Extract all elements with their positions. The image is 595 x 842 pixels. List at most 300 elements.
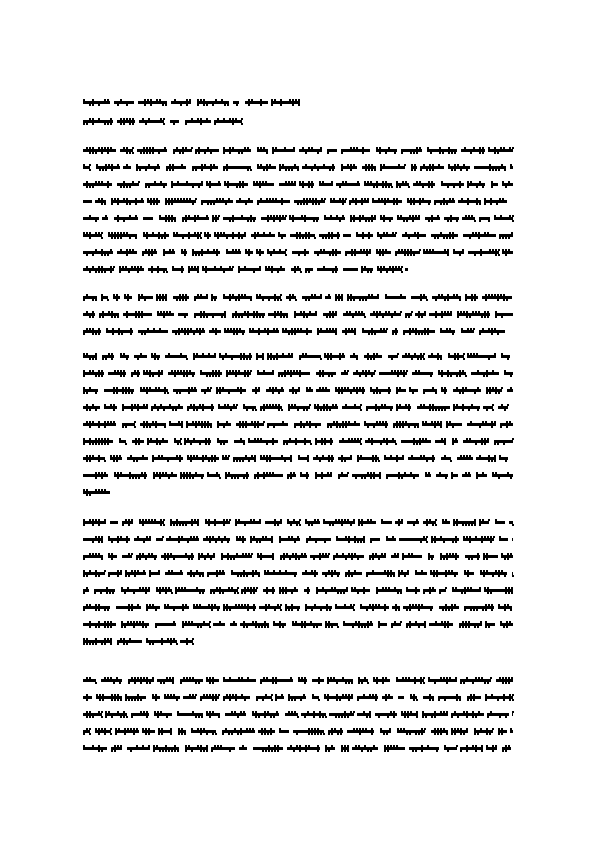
text-block <box>256 696 272 699</box>
text-block <box>260 457 292 460</box>
text-block <box>476 457 496 460</box>
text-pixel <box>104 421 106 423</box>
text-pixel <box>208 438 210 440</box>
text-pixel <box>231 570 233 572</box>
text-pixel <box>120 353 122 355</box>
text-pixel <box>441 316 443 318</box>
text-block <box>183 696 196 699</box>
text-pixel <box>456 694 458 696</box>
text-pixel <box>86 716 88 718</box>
text-pixel <box>168 220 170 222</box>
text-pixel <box>143 421 145 423</box>
text-block <box>510 730 513 733</box>
text-pixel <box>257 472 259 474</box>
text-pixel <box>306 472 308 474</box>
text-pixel <box>362 152 364 154</box>
text-pixel <box>410 254 412 256</box>
text-pixel <box>201 426 203 428</box>
text-pixel <box>126 104 128 106</box>
text-pixel <box>229 750 231 752</box>
text-pixel <box>379 477 381 479</box>
text-pixel <box>451 604 453 606</box>
text-pixel <box>257 426 259 428</box>
text-block <box>108 538 130 541</box>
text-pixel <box>229 370 231 372</box>
text-pixel <box>95 392 97 394</box>
text-pixel <box>437 358 439 360</box>
text-pixel <box>123 232 125 234</box>
text-pixel <box>435 409 437 411</box>
text-pixel <box>225 455 227 457</box>
text-block <box>312 679 324 682</box>
text-pixel <box>217 426 219 428</box>
text-pixel <box>168 477 170 479</box>
text-block <box>366 572 395 575</box>
text-pixel <box>134 421 136 423</box>
text-pixel <box>313 626 315 628</box>
text-block <box>230 623 237 626</box>
text-pixel <box>462 249 464 251</box>
text-pixel <box>176 524 178 526</box>
text-pixel <box>509 621 511 623</box>
text-pixel <box>186 477 188 479</box>
text-pixel <box>86 494 88 496</box>
text-pixel <box>89 438 91 440</box>
text-block <box>397 730 425 733</box>
text-pixel <box>217 609 219 611</box>
text-pixel <box>230 558 232 560</box>
text-pixel <box>199 404 201 406</box>
text-block <box>263 589 275 592</box>
text-pixel <box>341 164 343 166</box>
text-pixel <box>211 455 213 457</box>
text-pixel <box>352 626 354 628</box>
text-pixel <box>252 711 254 713</box>
text-pixel <box>272 198 274 200</box>
text-pixel <box>303 316 305 318</box>
text-pixel <box>322 387 324 389</box>
text-pixel <box>164 604 166 606</box>
text-pixel <box>247 316 249 318</box>
text-pixel <box>462 626 464 628</box>
text-pixel <box>192 375 194 377</box>
text-pixel <box>301 677 303 679</box>
text-pixel <box>139 558 141 560</box>
text-block <box>83 713 102 716</box>
text-pixel <box>86 728 88 730</box>
text-pixel <box>193 353 195 355</box>
text-pixel <box>224 536 226 538</box>
text-block <box>294 423 321 426</box>
text-pixel <box>120 186 122 188</box>
text-pixel <box>83 333 85 335</box>
text-pixel <box>459 254 461 256</box>
text-pixel <box>320 409 322 411</box>
text-pixel <box>361 311 363 313</box>
text-pixel <box>181 271 183 273</box>
text-pixel <box>374 370 376 372</box>
text-pixel <box>508 587 510 589</box>
text-pixel <box>148 519 150 521</box>
text-pixel <box>459 181 461 183</box>
text-pixel <box>486 387 488 389</box>
text-pixel <box>149 387 151 389</box>
text-pixel <box>238 316 240 318</box>
text-block <box>298 457 309 460</box>
text-pixel <box>250 215 252 217</box>
text-pixel <box>370 621 372 623</box>
text-pixel <box>472 682 474 684</box>
text-pixel <box>494 147 496 149</box>
text-pixel <box>329 609 331 611</box>
text-pixel <box>299 375 301 377</box>
text-pixel <box>209 375 211 377</box>
text-block <box>403 606 433 609</box>
text-block <box>423 389 437 392</box>
text-pixel <box>114 472 116 474</box>
text-pixel <box>380 169 382 171</box>
text-block <box>187 572 204 575</box>
text-block <box>121 589 150 592</box>
text-pixel <box>467 181 469 183</box>
text-pixel <box>338 392 340 394</box>
paragraph-1-line-1 <box>83 147 514 154</box>
text-block <box>278 234 286 237</box>
text-pixel <box>190 570 192 572</box>
text-pixel <box>288 333 290 335</box>
text-pixel <box>503 147 505 149</box>
text-pixel <box>375 604 377 606</box>
text-pixel <box>113 409 115 411</box>
text-pixel <box>344 387 346 389</box>
text-pixel <box>492 409 494 411</box>
text-pixel <box>319 375 321 377</box>
text-pixel <box>142 621 144 623</box>
text-pixel <box>273 328 275 330</box>
text-pixel <box>335 716 337 718</box>
text-pixel <box>229 694 231 696</box>
text-pixel <box>98 370 100 372</box>
text-pixel <box>348 536 350 538</box>
text-pixel <box>169 421 171 423</box>
text-pixel <box>136 558 138 560</box>
text-pixel <box>160 118 162 120</box>
text-block <box>336 183 360 186</box>
text-block <box>192 251 220 254</box>
text-pixel <box>395 232 397 234</box>
text-pixel <box>266 472 268 474</box>
text-pixel <box>313 711 315 713</box>
text-pixel <box>83 558 85 560</box>
text-pixel <box>470 587 472 589</box>
text-block <box>465 296 478 299</box>
text-pixel <box>492 169 494 171</box>
text-pixel <box>456 220 458 222</box>
text-pixel <box>282 626 284 628</box>
text-pixel <box>171 215 173 217</box>
text-pixel <box>114 232 116 234</box>
text-pixel <box>440 328 442 330</box>
text-block <box>298 679 307 682</box>
text-block <box>278 372 310 375</box>
text-pixel <box>151 249 153 251</box>
text-pixel <box>254 232 256 234</box>
text-pixel <box>298 677 300 679</box>
text-pixel <box>420 353 422 355</box>
text-pixel <box>350 299 352 301</box>
text-pixel <box>227 328 229 330</box>
text-pixel <box>272 553 274 555</box>
text-pixel <box>485 621 487 623</box>
text-pixel <box>465 299 467 301</box>
text-pixel <box>178 587 180 589</box>
text-pixel <box>444 409 446 411</box>
text-pixel <box>266 587 268 589</box>
text-pixel <box>168 203 170 205</box>
text-pixel <box>496 203 498 205</box>
text-pixel <box>200 733 202 735</box>
text-pixel <box>371 294 373 296</box>
text-pixel <box>381 519 383 521</box>
text-pixel <box>212 682 214 684</box>
text-pixel <box>201 716 203 718</box>
text-pixel <box>394 553 396 555</box>
text-pixel <box>234 477 236 479</box>
text-pixel <box>412 604 414 606</box>
text-pixel <box>89 455 91 457</box>
text-pixel <box>101 232 103 234</box>
text-pixel <box>449 237 451 239</box>
text-pixel <box>294 181 296 183</box>
text-pixel <box>111 358 113 360</box>
text-pixel <box>243 353 245 355</box>
text-pixel <box>271 99 273 101</box>
text-pixel <box>89 271 91 273</box>
text-pixel <box>407 570 409 572</box>
text-pixel <box>430 375 432 377</box>
text-pixel <box>353 728 355 730</box>
text-pixel <box>441 311 443 313</box>
text-pixel <box>209 536 211 538</box>
text-pixel <box>378 621 380 623</box>
text-pixel <box>457 358 459 360</box>
text-pixel <box>408 353 410 355</box>
text-pixel <box>452 333 454 335</box>
text-pixel <box>354 541 356 543</box>
text-pixel <box>101 147 103 149</box>
text-block <box>402 355 424 358</box>
text-block <box>405 268 408 271</box>
text-pixel <box>504 558 506 560</box>
text-block <box>257 200 290 203</box>
text-pixel <box>117 745 119 747</box>
paragraph-1-line-3 <box>83 181 513 188</box>
text-pixel <box>413 443 415 445</box>
text-pixel <box>490 592 492 594</box>
text-pixel <box>154 249 156 251</box>
text-pixel <box>411 455 413 457</box>
text-pixel <box>110 638 112 640</box>
text-pixel <box>147 198 149 200</box>
text-pixel <box>466 536 468 538</box>
text-pixel <box>486 370 488 372</box>
text-pixel <box>163 524 165 526</box>
text-pixel <box>137 404 139 406</box>
text-pixel <box>161 237 163 239</box>
text-pixel <box>254 421 256 423</box>
text-pixel <box>291 592 293 594</box>
text-pixel <box>425 716 427 718</box>
text-pixel <box>89 711 91 713</box>
text-pixel <box>348 694 350 696</box>
text-pixel <box>510 609 512 611</box>
text-pixel <box>86 186 88 188</box>
text-pixel <box>367 353 369 355</box>
text-pixel <box>264 328 266 330</box>
text-block <box>341 372 348 375</box>
text-block <box>360 606 389 609</box>
text-pixel <box>280 299 282 301</box>
text-pixel <box>260 198 262 200</box>
text-pixel <box>447 626 449 628</box>
text-pixel <box>428 181 430 183</box>
text-pixel <box>171 370 173 372</box>
text-pixel <box>449 328 451 330</box>
text-pixel <box>438 294 440 296</box>
text-pixel <box>262 536 264 538</box>
text-pixel <box>142 745 144 747</box>
text-pixel <box>231 358 233 360</box>
text-pixel <box>200 237 202 239</box>
text-pixel <box>184 443 186 445</box>
text-pixel <box>162 587 164 589</box>
text-block <box>173 149 192 152</box>
text-pixel <box>263 147 265 149</box>
text-pixel <box>110 626 112 628</box>
text-pixel <box>260 438 262 440</box>
text-pixel <box>133 592 135 594</box>
text-pixel <box>371 728 373 730</box>
text-pixel <box>353 220 355 222</box>
text-block <box>440 555 459 558</box>
text-block <box>487 713 509 716</box>
text-pixel <box>491 181 493 183</box>
text-pixel <box>236 333 238 335</box>
text-pixel <box>465 375 467 377</box>
text-pixel <box>149 570 151 572</box>
text-pixel <box>308 147 310 149</box>
text-pixel <box>398 477 400 479</box>
text-pixel <box>165 104 167 106</box>
text-pixel <box>172 682 174 684</box>
text-pixel <box>367 198 369 200</box>
text-pixel <box>445 604 447 606</box>
text-pixel <box>222 570 224 572</box>
text-pixel <box>99 694 101 696</box>
text-pixel <box>241 316 243 318</box>
text-pixel <box>435 316 437 318</box>
text-pixel <box>381 198 383 200</box>
text-block <box>484 589 513 592</box>
text-pixel <box>421 316 423 318</box>
text-block <box>486 747 497 750</box>
text-pixel <box>288 353 290 355</box>
text-pixel <box>189 677 191 679</box>
text-pixel <box>86 460 88 462</box>
text-block <box>171 183 203 186</box>
text-pixel <box>376 421 378 423</box>
text-block <box>138 296 153 299</box>
text-pixel <box>454 711 456 713</box>
text-pixel <box>436 750 438 752</box>
text-block <box>101 679 122 682</box>
text-pixel <box>154 519 156 521</box>
text-pixel <box>337 237 339 239</box>
text-block <box>343 234 351 237</box>
text-pixel <box>157 266 159 268</box>
text-pixel <box>110 123 112 125</box>
text-block <box>422 713 448 716</box>
text-pixel <box>152 152 154 154</box>
text-pixel <box>453 294 455 296</box>
text-pixel <box>397 375 399 377</box>
text-block <box>446 423 462 426</box>
text-pixel <box>137 409 139 411</box>
text-pixel <box>435 299 437 301</box>
text-pixel <box>416 711 418 713</box>
text-pixel <box>226 375 228 377</box>
text-pixel <box>448 152 450 154</box>
text-pixel <box>342 553 344 555</box>
text-pixel <box>464 147 466 149</box>
text-pixel <box>313 558 315 560</box>
text-block <box>83 538 103 541</box>
text-pixel <box>256 316 258 318</box>
text-pixel <box>111 237 113 239</box>
text-block <box>323 521 355 524</box>
text-pixel <box>429 249 431 251</box>
text-pixel <box>396 186 398 188</box>
text-pixel <box>416 152 418 154</box>
text-pixel <box>248 104 250 106</box>
text-pixel <box>419 443 421 445</box>
text-pixel <box>253 604 255 606</box>
text-pixel <box>308 299 310 301</box>
text-pixel <box>261 626 263 628</box>
text-pixel <box>143 232 145 234</box>
text-pixel <box>457 716 459 718</box>
text-pixel <box>450 215 452 217</box>
text-block <box>206 679 219 682</box>
text-pixel <box>240 353 242 355</box>
text-pixel <box>241 694 243 696</box>
text-block <box>471 372 499 375</box>
text-pixel <box>478 311 480 313</box>
text-pixel <box>442 609 444 611</box>
text-pixel <box>292 220 294 222</box>
text-pixel <box>130 455 132 457</box>
text-block <box>441 183 464 186</box>
text-pixel <box>423 682 425 684</box>
text-pixel <box>231 711 233 713</box>
text-pixel <box>111 311 113 313</box>
text-pixel <box>307 711 309 713</box>
text-pixel <box>212 328 214 330</box>
text-pixel <box>135 203 137 205</box>
text-pixel <box>198 421 200 423</box>
text-pixel <box>502 198 504 200</box>
text-pixel <box>300 328 302 330</box>
